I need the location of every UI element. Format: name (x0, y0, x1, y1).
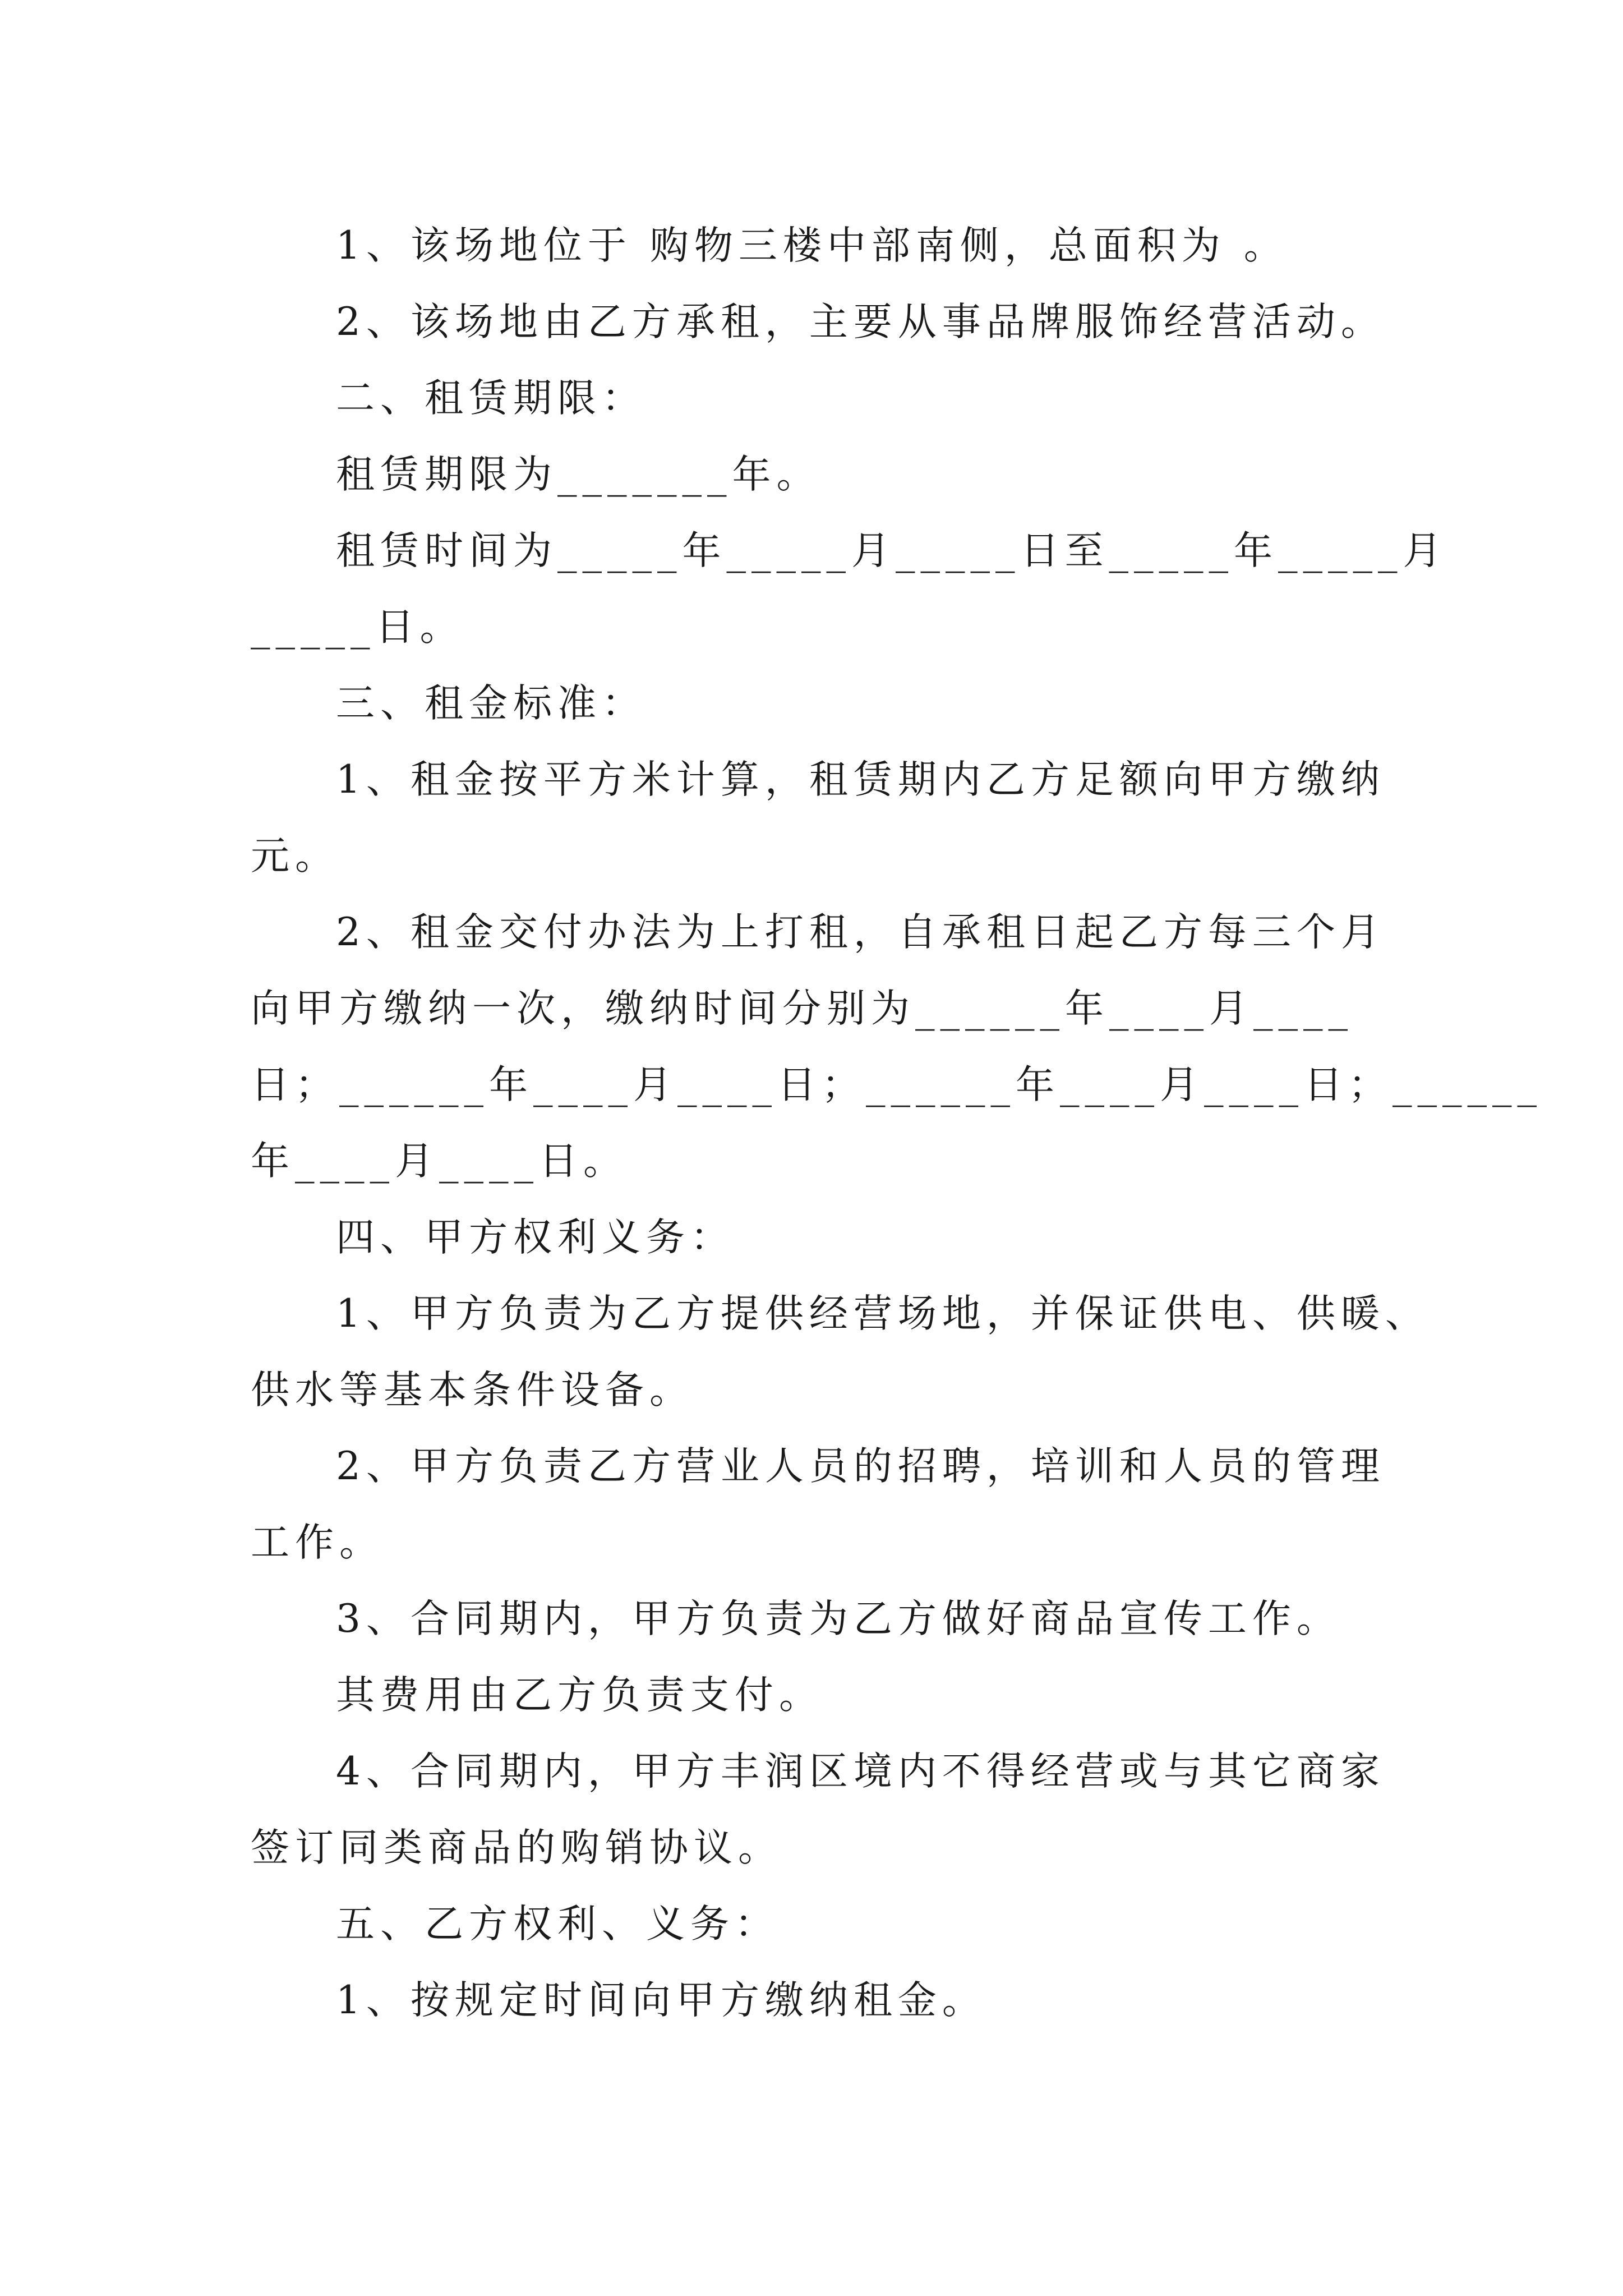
clause-party-b-1: 1、按规定时间向甲方缴纳租金。 (336, 1978, 986, 2023)
document-body (251, 208, 1542, 2039)
clause-party-a-2-cont: 工作。 (251, 1520, 384, 1565)
section-heading-party-b-duties: 五、乙方权利、义务： (336, 1902, 779, 1947)
clause-party-a-3-cont: 其费用由乙方负责支付。 (336, 1673, 823, 1718)
section-heading-rent-standard: 三、租金标准： (336, 681, 646, 726)
clause-party-a-1: 1、甲方负责为乙方提供经营场地，并保证供电、供暖、 (336, 1291, 1430, 1336)
clause-venue-location: 1、该场地位于 购物三楼中部南侧，总面积为 。 (336, 223, 1288, 268)
clause-rent-payment-cont-1: 向甲方缴纳一次，缴纳时间分别为______年____月____ (251, 986, 1353, 1031)
clause-rent-payment-cont-2: 日；______年____月____日；______年____月____日；______ (251, 1062, 1542, 1107)
section-heading-party-a-duties: 四、甲方权利义务： (336, 1215, 735, 1260)
clause-party-a-4: 4、合同期内，甲方丰润区境内不得经营或与其它商家 (336, 1749, 1385, 1794)
clause-rent-calculation: 1、租金按平方米计算，租赁期内乙方足额向甲方缴纳 (336, 757, 1385, 802)
clause-lease-period: 租赁时间为_____年_____月_____日至_____年_____月 (336, 528, 1447, 573)
clause-venue-use: 2、该场地由乙方承租，主要从事品牌服饰经营活动。 (336, 300, 1385, 344)
clause-lease-period-cont: _____日。 (251, 605, 464, 650)
clause-party-a-3: 3、合同期内，甲方负责为乙方做好商品宣传工作。 (336, 1596, 1341, 1641)
clause-rent-payment-cont-3: 年____月____日。 (251, 1139, 628, 1184)
section-heading-lease-term: 二、租赁期限： (336, 376, 646, 421)
clause-party-a-1-cont: 供水等基本条件设备。 (251, 1368, 694, 1412)
clause-rent-calculation-cont: 元。 (251, 834, 339, 878)
clause-party-a-4-cont: 签订同类商品的购销协议。 (251, 1825, 782, 1870)
clause-lease-duration: 租赁期限为_______年。 (336, 452, 821, 497)
clause-party-a-2: 2、甲方负责乙方营业人员的招聘，培训和人员的管理 (336, 1444, 1385, 1489)
clause-rent-payment: 2、租金交付办法为上打租，自承租日起乙方每三个月 (336, 910, 1385, 955)
